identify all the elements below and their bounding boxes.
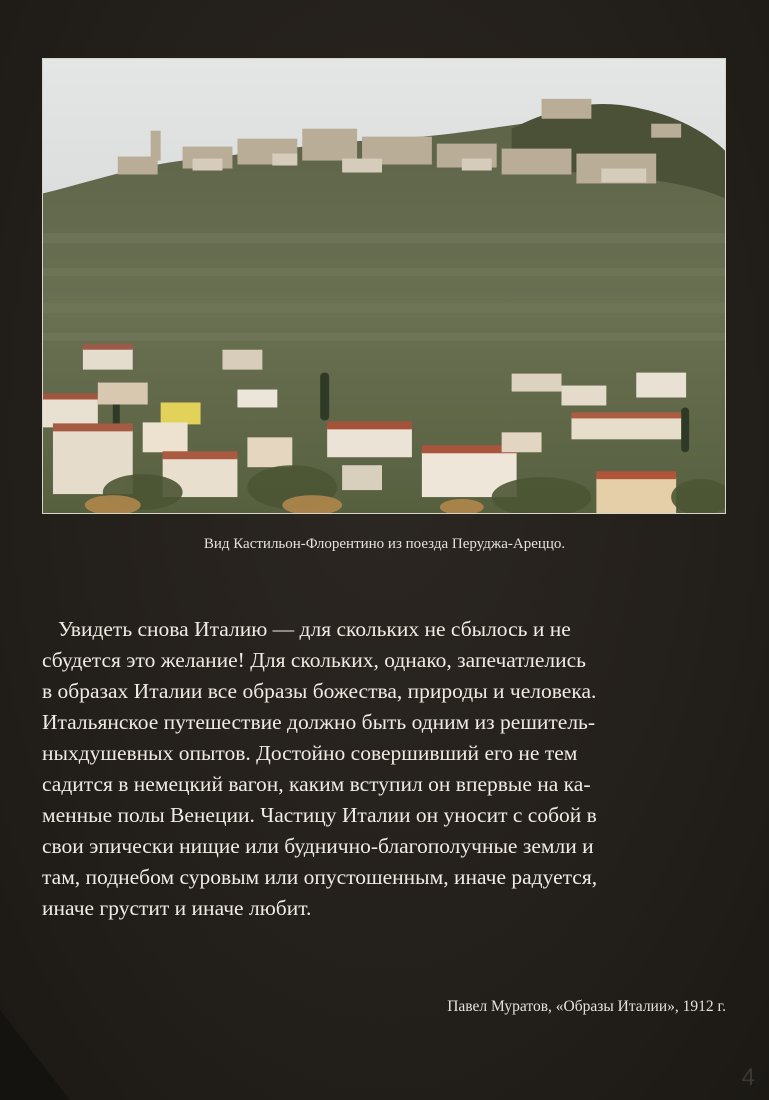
page-corner-fold xyxy=(0,1010,70,1100)
quote-line: иначе грустит и иначе любит. xyxy=(42,896,312,920)
quote-paragraph xyxy=(42,614,732,924)
quote-line: сбудется это желание! Для скольких, однако, запечатлелись xyxy=(42,648,586,672)
quote-line: садится в немецкий вагон, каким вступил он впервые на ка- xyxy=(42,772,591,796)
quote-line: свои эпически нищие или буднично-благополучные земли и xyxy=(42,834,594,858)
hillside-town-photo xyxy=(42,58,726,514)
quote-line: менные полы Венеции. Частицу Италии он уносит с собой в xyxy=(42,803,597,827)
quote-attribution: Павел Муратов, «Образы Италии», 1912 г. xyxy=(447,998,726,1015)
quote-line: Итальянское путешествие должно быть одним из решитель- xyxy=(42,710,596,734)
quote-line: там, поднебом суровым или опустошенным, иначе радуется, xyxy=(42,865,598,889)
quote-line: ныхдушевных опытов. Достойно совершивший его не тем xyxy=(42,741,578,765)
quote-line: Увидеть снова Италию — для скольких не сбылось и не xyxy=(58,617,571,641)
page-number: 4 xyxy=(741,1064,755,1091)
landscape-photo-icon xyxy=(43,59,725,513)
photo-caption: Вид Кастильон-Флорентино из поезда Перуджа-Ареццо. xyxy=(203,536,566,552)
quote-line: в образах Италии все образы божества, природы и человека. xyxy=(42,679,597,703)
